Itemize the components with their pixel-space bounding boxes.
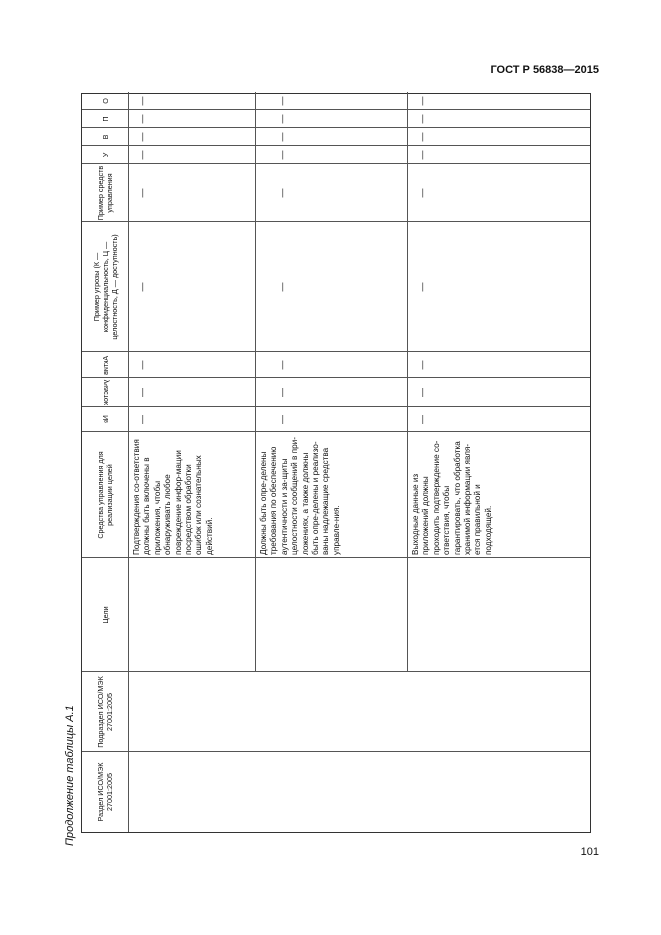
- header-threat-example: Пример угрозы (К — конфиденциальность, Ц — целостность, Д — доступность): [91, 234, 119, 340]
- col-divider: [82, 377, 590, 378]
- row-1-dash: —: [137, 188, 147, 198]
- row-1-dash: —: [137, 415, 147, 424]
- row-3-dash: —: [417, 96, 427, 106]
- header-control-example: Пример средств управления: [96, 165, 114, 221]
- col-divider: [82, 351, 590, 352]
- col-divider: [82, 163, 590, 164]
- header-u: У: [100, 152, 110, 158]
- header-goals: Цели: [100, 606, 110, 624]
- row-2-dash: —: [277, 415, 287, 424]
- row-1-dash: —: [137, 150, 147, 160]
- header-number: №: [100, 415, 110, 424]
- row-3-dash: —: [417, 360, 427, 370]
- col-divider: [82, 671, 590, 672]
- row-2-dash: —: [277, 360, 287, 370]
- row-divider: [407, 92, 408, 672]
- row-2-dash: —: [277, 132, 287, 142]
- header-subsection: Подраздел ИСО/МЭК 27001:2005: [96, 676, 114, 748]
- header-p: П: [100, 116, 110, 122]
- row-2-dash: —: [277, 96, 287, 106]
- page-number: 101: [580, 846, 599, 858]
- row-1-dash: —: [137, 132, 147, 142]
- continuation-table: [81, 93, 591, 833]
- col-divider: [82, 751, 590, 752]
- row-2-dash: —: [277, 188, 287, 198]
- row-2-dash: —: [277, 388, 287, 397]
- col-divider: [82, 406, 590, 407]
- row-2-dash: —: [277, 114, 287, 124]
- row-3-dash: —: [417, 415, 427, 424]
- row-3-dash: —: [417, 282, 427, 292]
- col-divider: [82, 109, 590, 110]
- row-divider: [255, 92, 256, 672]
- row-3-dash: —: [417, 132, 427, 142]
- row-1-dash: —: [137, 388, 147, 397]
- row-1-dash: —: [137, 360, 147, 370]
- row-3-dash: —: [417, 188, 427, 198]
- header-divider: [128, 92, 129, 832]
- col-divider: [82, 127, 590, 128]
- row-3-dash: —: [417, 114, 427, 124]
- document-code: ГОСТ Р 56838—2015: [490, 64, 599, 76]
- header-o: О: [100, 98, 110, 104]
- col-divider: [82, 221, 590, 222]
- row-1-dash: —: [137, 114, 147, 124]
- header-v: В: [100, 134, 110, 140]
- header-controls: Средства управления для реализации целей: [96, 451, 114, 539]
- row-2-dash: —: [277, 150, 287, 160]
- col-divider: [82, 145, 590, 146]
- row-3-dash: —: [417, 150, 427, 160]
- row-2-dash: —: [277, 282, 287, 292]
- row-1-controls: Подтверждения со-ответствия должны быть включены в приложения, чтобы обнаруживать любое повреждение инфор-мации посредством обработки ошибок или сознательных действий.: [132, 439, 214, 555]
- header-section: Раздел ИСО/МЭК 27001:2005: [96, 762, 114, 822]
- header-area: участок: [100, 379, 110, 406]
- row-1-dash: —: [137, 282, 147, 292]
- row-1-dash: —: [137, 96, 147, 106]
- row-3-controls: Выходные данные из приложений должны проходить подтверждение со-ответствия, чтобы гарантировать, что обработка хранимой информации явля-ется правильной и подходящей.: [411, 440, 493, 555]
- caption-text: Продолжение таблицы А.1: [64, 705, 76, 846]
- row-2-controls: Должны быть опре-делены требования по обеспечению аутентичности и за-щиты целостности сообщений в при-ложениях, а также должны быть опре-делены и реализо-ваны надлежащие средства управле-ния.: [259, 437, 341, 555]
- row-3-dash: —: [417, 388, 427, 397]
- header-asset: Актив: [100, 355, 110, 375]
